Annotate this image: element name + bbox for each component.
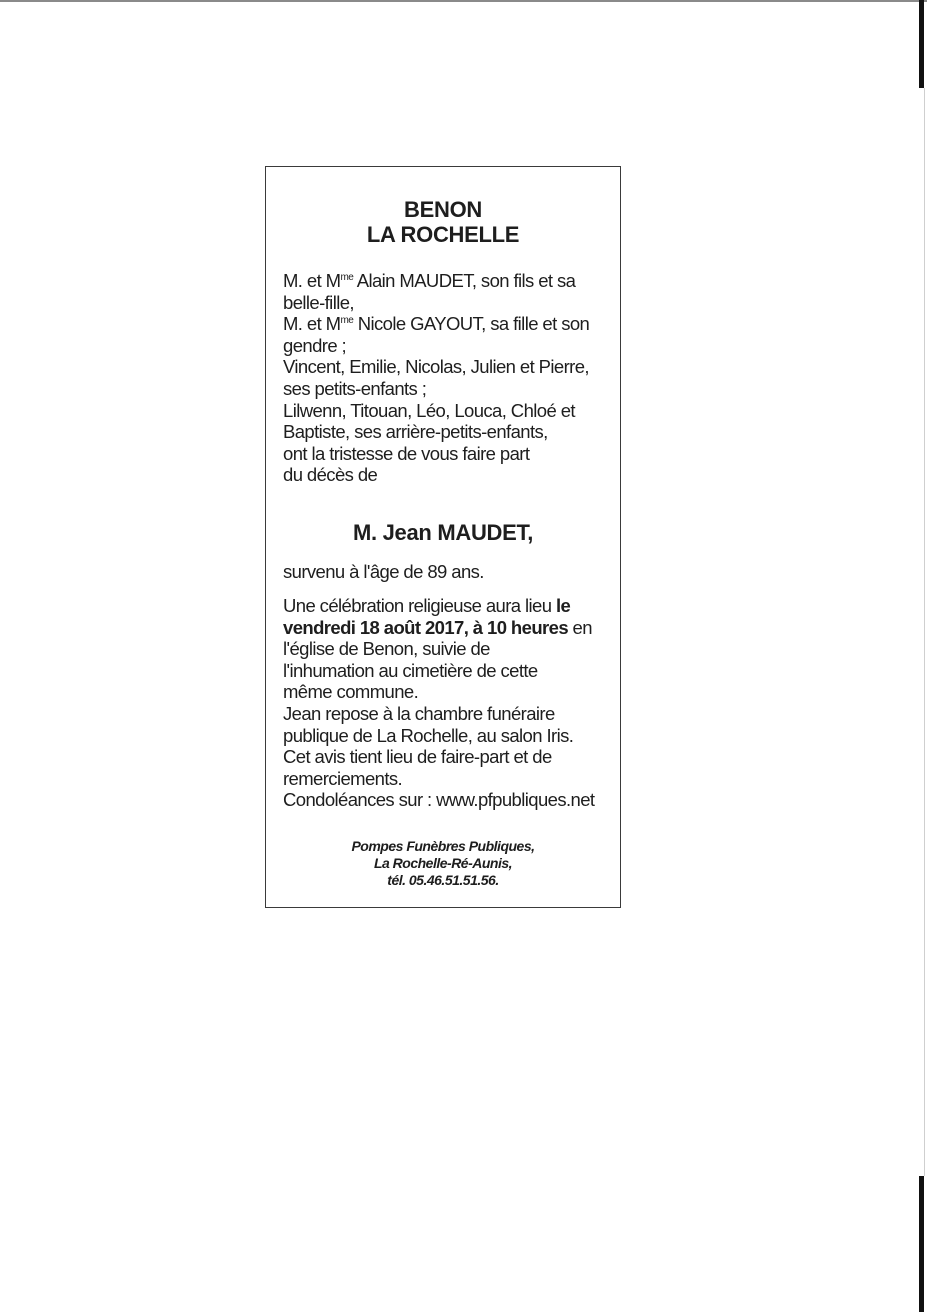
- family-line-10: du décès de: [283, 464, 378, 486]
- ceremony-line-1: Une célébration religieuse aura lieu le: [283, 595, 571, 616]
- ceremony-line-9: remerciements.: [283, 767, 403, 789]
- family-line-2: belle-fille,: [283, 291, 354, 313]
- family-announcement: [283, 270, 619, 486]
- family-line-9: ont la tristesse de vous faire part: [283, 442, 530, 464]
- family-line-7: Lilwenn, Titouan, Léo, Louca, Chloé et: [283, 399, 575, 421]
- funeral-home-phone: tél. 05.46.51.51.56.: [387, 872, 499, 888]
- ceremony-line-8: Cet avis tient lieu de faire-part et de: [283, 746, 552, 768]
- funeral-home-signature: [266, 838, 620, 889]
- scan-right-edge-mark-bottom: [919, 1176, 924, 1312]
- obituary-notice: [265, 166, 621, 908]
- family-line-6: ses petits-enfants ;: [283, 377, 427, 399]
- scan-right-edge-line: [924, 88, 925, 1176]
- funeral-home-name: Pompes Funèbres Publiques,: [351, 838, 535, 854]
- ceremony-line-5: même commune.: [283, 681, 419, 703]
- funeral-home-area: La Rochelle-Ré-Aunis,: [373, 855, 513, 871]
- ceremony-line-4: l'inhumation au cimetière de cette: [283, 659, 538, 681]
- ceremony-line-2: vendredi 18 août 2017, à 10 heures en: [283, 616, 592, 638]
- age-line: survenu à l'âge de 89 ans.: [283, 561, 484, 582]
- ceremony-line-6: Jean repose à la chambre funéraire: [283, 702, 555, 724]
- family-line-5: Vincent, Emilie, Nicolas, Julien et Pierre,: [283, 356, 589, 378]
- location-heading-line2: LA ROCHELLE: [366, 222, 520, 247]
- family-line-4: gendre ;: [283, 334, 347, 356]
- family-line-8: Baptiste, ses arrière-petits-enfants,: [283, 421, 548, 443]
- scan-right-edge-mark-top: [919, 0, 924, 88]
- family-line-3: M. et $M^{me}$ Nicole GAYOUT, sa fille et son: [283, 313, 590, 335]
- location-heading-line1: BENON: [404, 197, 482, 222]
- ceremony-line-7: publique de La Rochelle, au salon Iris.: [283, 724, 574, 746]
- ceremony-line-3: l'église de Benon, suivie de: [283, 638, 490, 660]
- condolences-line: Condoléances sur : www.pfpubliques.net: [283, 789, 595, 811]
- deceased-name: M. Jean MAUDET,: [352, 520, 534, 545]
- family-line-1: M. et $M^{me}$ Alain MAUDET, son fils et sa: [283, 270, 576, 291]
- scan-top-edge: [0, 0, 927, 2]
- ceremony-details: [283, 595, 619, 811]
- age-at-death: [283, 561, 619, 583]
